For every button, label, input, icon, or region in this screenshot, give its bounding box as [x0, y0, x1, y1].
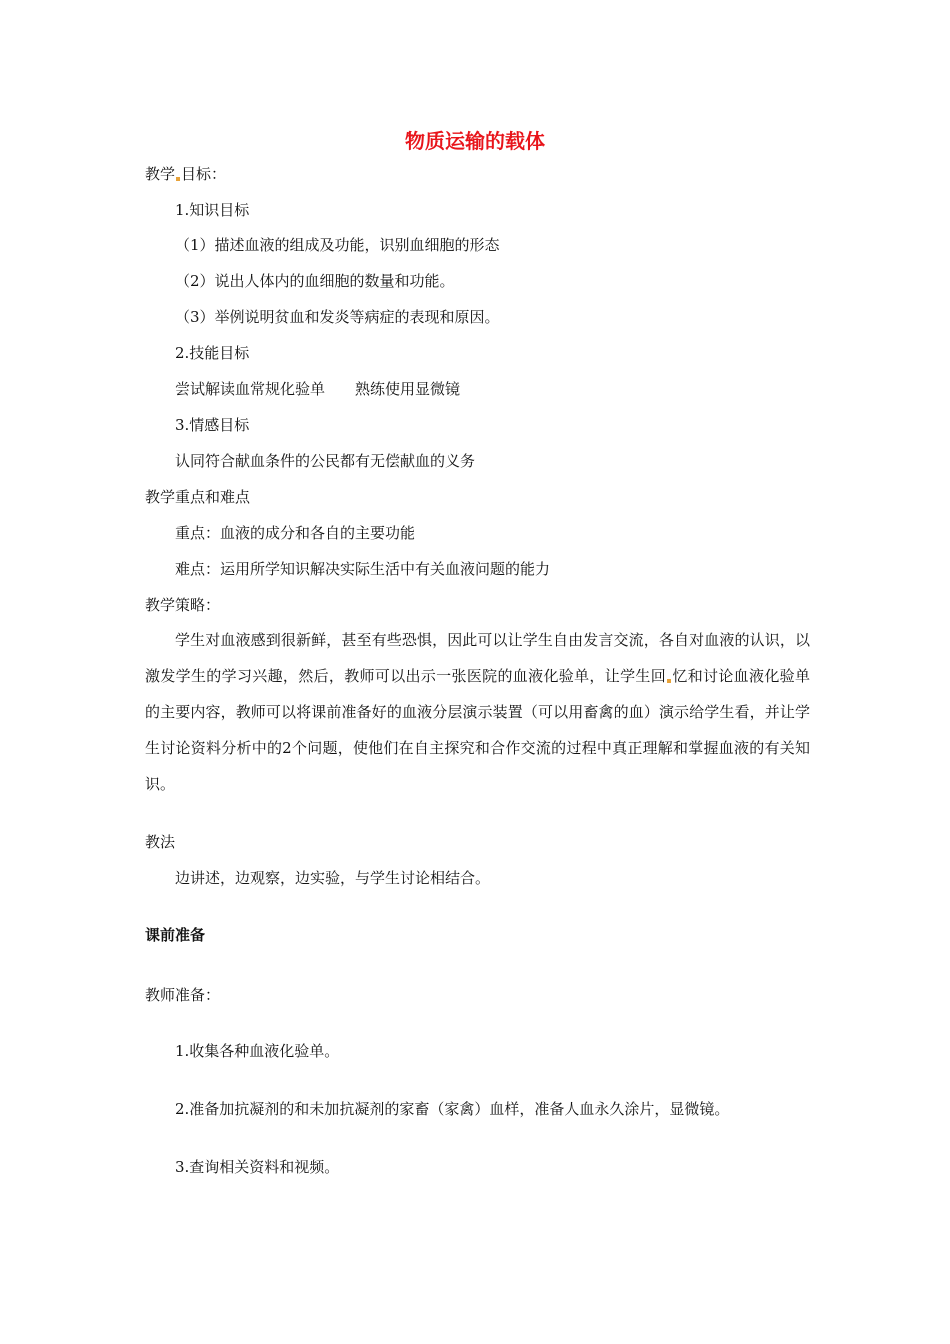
- key-point-focus: 重点：血液的成分和各自的主要功能: [175, 524, 416, 542]
- skill-goal-item: 熟练使用显微镜: [355, 380, 461, 398]
- preparation-item: 2.准备加抗凝剂的和未加抗凝剂的家畜（家禽）血样，准备人血永久涂片，显微镜。: [175, 1100, 730, 1118]
- strategy-text-part-b: 忆和讨论血液化验单的主要内容，教师可以将课前准备好的血液分层演示装置（可以用畜禽的血）演示给学生看，并让学生讨论资料分析中的2个问题，使他们在自主探究和合作交流的过程中真正理解和掌握血液的有关知识。: [145, 667, 810, 793]
- document-title: 物质运输的载体: [405, 129, 545, 153]
- preparation-heading: 课前准备: [145, 926, 206, 944]
- objectives-heading-part-a: 教学: [145, 165, 176, 183]
- objectives-heading-part-b: 目标：: [181, 165, 227, 183]
- objectives-heading: [145, 164, 226, 184]
- edit-marker-icon: [176, 177, 180, 181]
- skill-goal-title: 2.技能目标: [175, 344, 250, 362]
- skill-goal-items: [175, 379, 460, 399]
- knowledge-goal-item: （1）描述血液的组成及功能，识别血细胞的形态: [175, 236, 500, 254]
- emotion-goal-title: 3.情感目标: [175, 416, 250, 434]
- knowledge-goal-item: （2）说出人体内的血细胞的数量和功能。: [175, 272, 455, 290]
- preparation-item: 1.收集各种血液化验单。: [175, 1042, 340, 1060]
- preparation-item: 3.查询相关资料和视频。: [175, 1158, 340, 1176]
- skill-goal-item: 尝试解读血常规化验单: [175, 380, 326, 398]
- strategy-text-part-a: 学生对血液感到很新鲜，甚至有些恐惧，因此可以让学生自由发言交流，各自对血液的认识，以激发学生的学习兴趣，然后，教师可以出示一张医院的血液化验单，让学生回: [145, 631, 810, 685]
- edit-marker-icon: [667, 679, 671, 683]
- emotion-goal-item: 认同符合献血条件的公民都有无偿献血的义务: [175, 452, 476, 470]
- strategy-heading: 教学策略：: [145, 596, 221, 614]
- method-heading: 教法: [145, 833, 176, 851]
- knowledge-goal-item: （3）举例说明贫血和发炎等病症的表现和原因。: [175, 308, 500, 326]
- key-points-heading: 教学重点和难点: [145, 488, 251, 506]
- teacher-preparation-heading: 教师准备：: [145, 986, 221, 1004]
- method-text: 边讲述，边观察，边实验，与学生讨论相结合。: [175, 869, 491, 887]
- key-point-difficulty: 难点：运用所学知识解决实际生活中有关血液问题的能力: [175, 560, 551, 578]
- strategy-paragraph: [145, 622, 810, 802]
- knowledge-goal-title: 1.知识目标: [175, 201, 250, 219]
